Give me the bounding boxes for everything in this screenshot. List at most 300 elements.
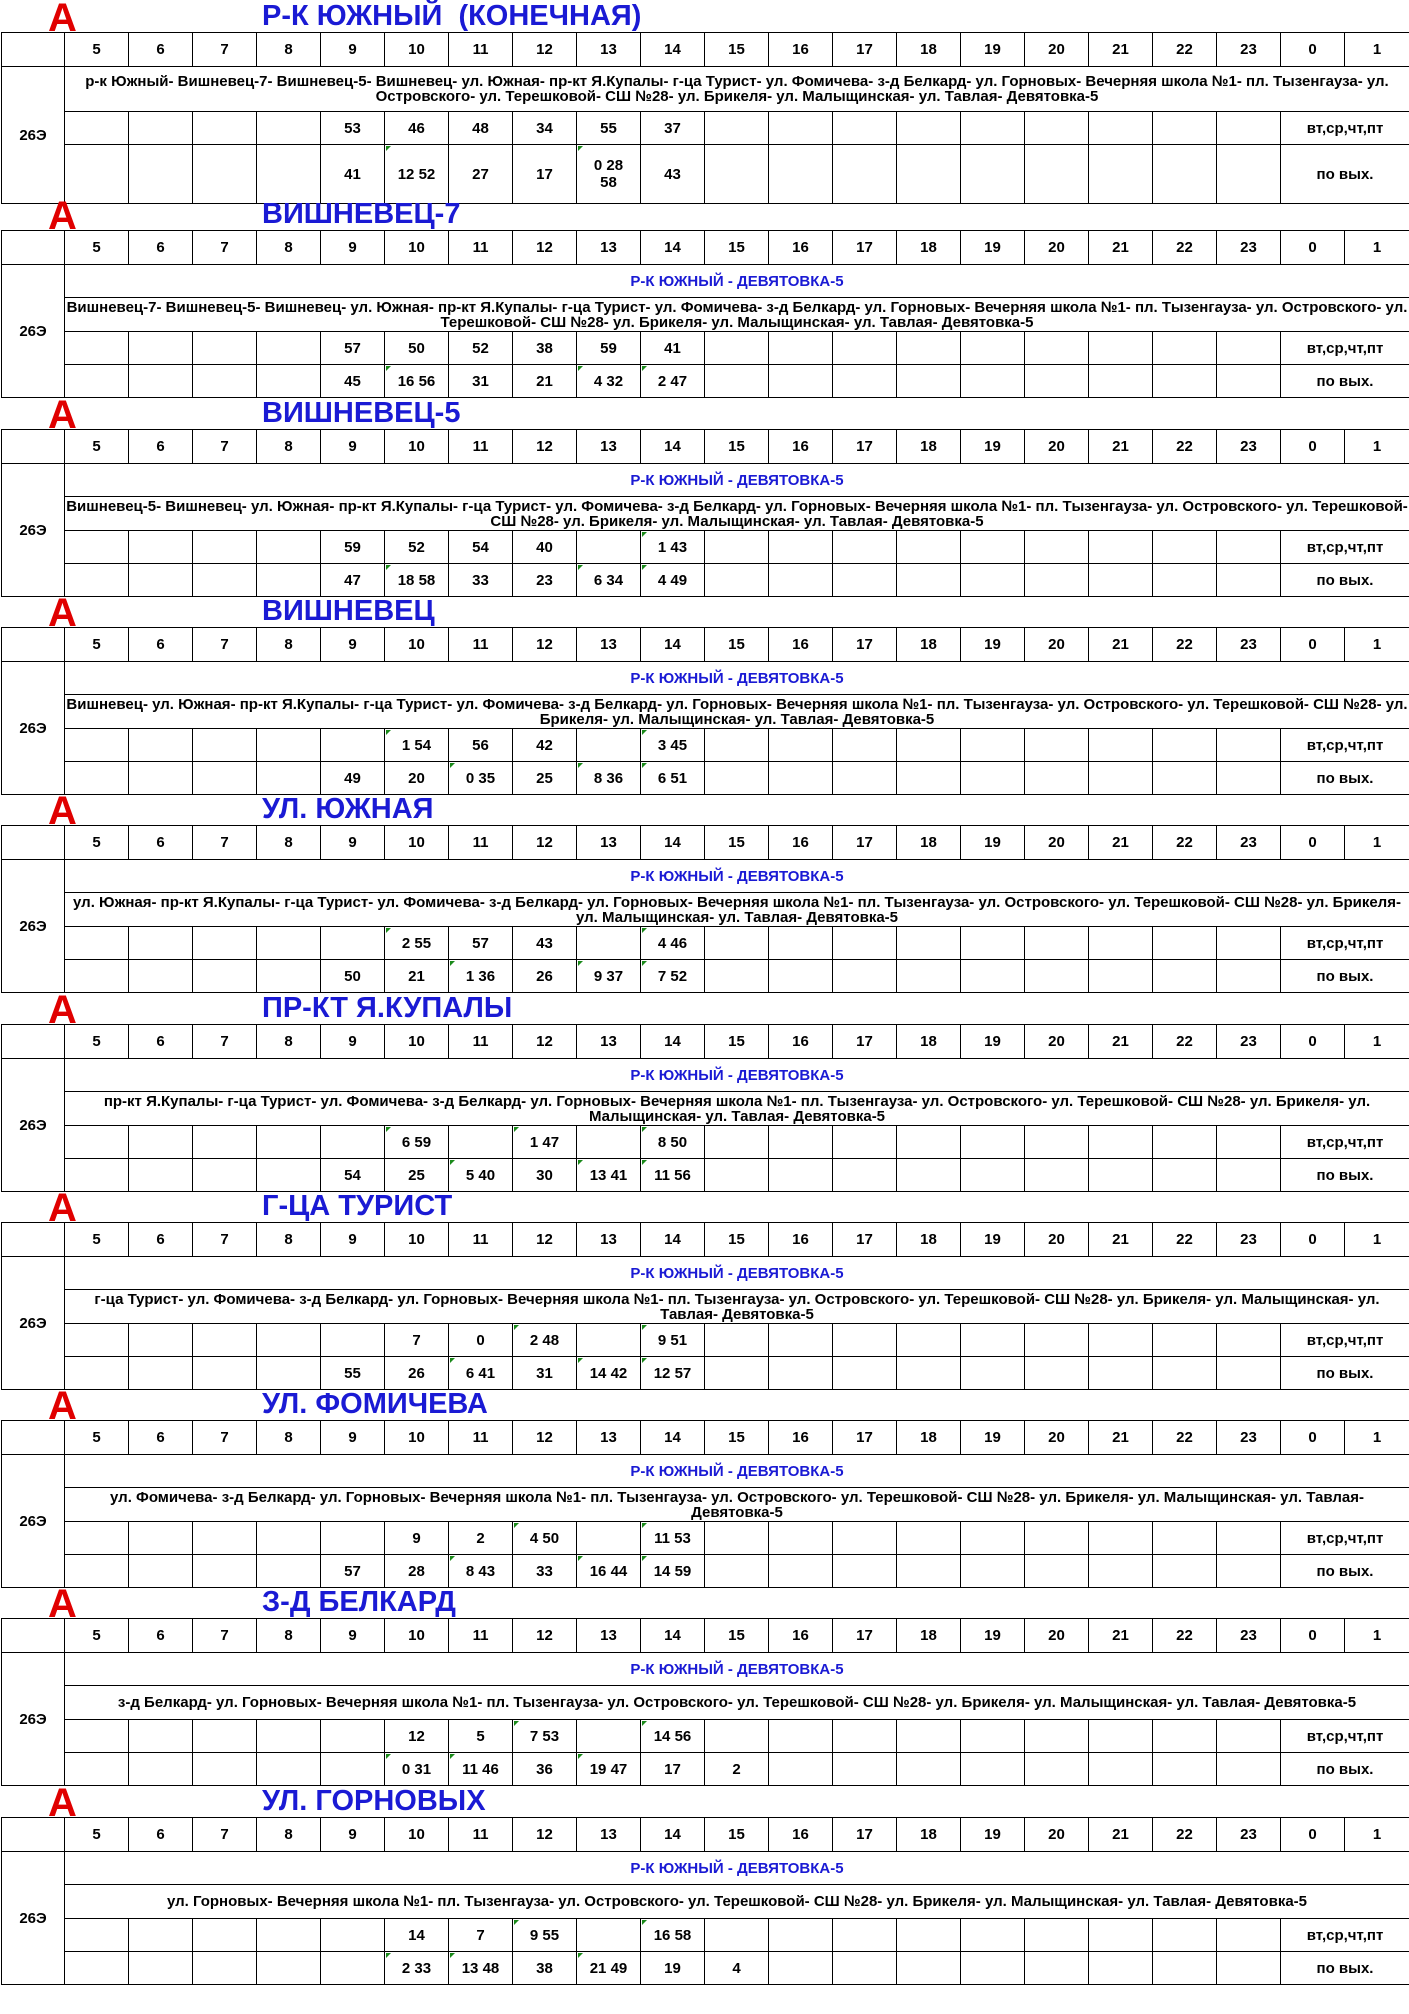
day-type-label: вт,ср,чт,пт [1281, 112, 1409, 145]
stop-name: Г-ЦА ТУРИСТ [262, 1190, 453, 1222]
stop-name: ВИШНЕВЕЦ-5 [262, 397, 461, 429]
departure-minutes-cell: 9 [385, 1522, 449, 1555]
departure-minutes-cell: 38 [513, 332, 577, 365]
route-number: 26Э [2, 860, 65, 993]
departure-minutes-cell [961, 145, 1025, 204]
departure-minutes-cell [897, 332, 961, 365]
departure-minutes-line: 58 [600, 174, 617, 191]
day-type-label: по вых. [1281, 1753, 1409, 1786]
departure-minutes-cell [257, 762, 321, 795]
departure-minutes-cell [1217, 729, 1281, 762]
departure-minutes-cell [897, 1919, 961, 1952]
departure-minutes-cell [1025, 1126, 1089, 1159]
departure-minutes-cell [1025, 960, 1089, 993]
departure-minutes-cell: 41 [321, 145, 385, 204]
hour-cell: 22 [1153, 1619, 1217, 1653]
departure-minutes-cell [577, 1324, 641, 1357]
departure-minutes-cell: 12 [385, 1720, 449, 1753]
hour-cell: 6 [129, 430, 193, 464]
hour-cell: 7 [193, 1818, 257, 1852]
departure-minutes-cell: 26 [513, 960, 577, 993]
weekend-times-row [2, 564, 1409, 597]
departure-minutes-cell [769, 1126, 833, 1159]
departure-minutes-cell [1217, 332, 1281, 365]
hour-cell: 13 [577, 1421, 641, 1455]
departure-minutes-cell [1153, 365, 1217, 398]
departure-minutes-cell [129, 112, 193, 145]
day-type-label: вт,ср,чт,пт [1281, 927, 1409, 960]
departure-minutes-cell [705, 112, 769, 145]
hour-cell: 23 [1217, 1025, 1281, 1059]
departure-minutes-cell [961, 531, 1025, 564]
hour-cell: 16 [769, 1025, 833, 1059]
hour-cell: 11 [449, 628, 513, 662]
departure-minutes-cell [1217, 1753, 1281, 1786]
departure-minutes-cell [193, 1357, 257, 1390]
departure-minutes-cell [1153, 927, 1217, 960]
direction-row [2, 464, 1409, 497]
departure-minutes-cell [1025, 1324, 1089, 1357]
hour-cell: 14 [641, 1619, 705, 1653]
departure-minutes-cell [833, 1555, 897, 1588]
hour-cell: 0 [1281, 231, 1345, 265]
hour-cell: 23 [1217, 1421, 1281, 1455]
hour-cell: 18 [897, 1025, 961, 1059]
departure-minutes-cell [257, 960, 321, 993]
departure-minutes-cell [705, 531, 769, 564]
hour-cell: 12 [513, 33, 577, 67]
hour-cell: 18 [897, 430, 961, 464]
departure-minutes-cell [65, 1324, 129, 1357]
hour-cell: 13 [577, 1619, 641, 1653]
hour-cell: 22 [1153, 1421, 1217, 1455]
departure-minutes-cell [769, 1919, 833, 1952]
departure-minutes-cell [193, 1126, 257, 1159]
departure-minutes-cell [1089, 1159, 1153, 1192]
departure-minutes-cell [1089, 1357, 1153, 1390]
departure-minutes-cell: 16 44 [577, 1555, 641, 1588]
hour-cell: 12 [513, 1421, 577, 1455]
departure-minutes-cell [961, 1159, 1025, 1192]
hour-cell: 7 [193, 1223, 257, 1257]
departure-minutes-cell [705, 729, 769, 762]
departure-minutes-cell [1217, 531, 1281, 564]
stop-name: ПР-КТ Я.КУПАЛЫ [262, 992, 513, 1024]
departure-minutes-cell [961, 1357, 1025, 1390]
hour-cell: 11 [449, 231, 513, 265]
departure-minutes-cell [321, 1324, 385, 1357]
hour-cell: 5 [65, 1421, 129, 1455]
hour-cell: 10 [385, 430, 449, 464]
departure-minutes-cell [833, 1126, 897, 1159]
hour-cell: 23 [1217, 1223, 1281, 1257]
departure-minutes-cell [257, 1720, 321, 1753]
weekday-times-row [2, 1919, 1409, 1952]
departure-minutes-cell: 17 [641, 1753, 705, 1786]
departure-minutes-cell: 40 [513, 531, 577, 564]
departure-minutes-cell [1025, 1357, 1089, 1390]
blank-corner-cell [2, 1421, 65, 1455]
departure-minutes-cell [833, 112, 897, 145]
departure-minutes-cell [257, 1159, 321, 1192]
hour-cell: 14 [641, 430, 705, 464]
day-type-label: по вых. [1281, 1555, 1409, 1588]
stop-header [0, 0, 1409, 40]
hour-cell: 18 [897, 628, 961, 662]
hour-cell: 15 [705, 826, 769, 860]
departure-minutes-cell [65, 1720, 129, 1753]
departure-minutes-cell: 31 [513, 1357, 577, 1390]
departure-minutes-cell [1153, 729, 1217, 762]
departure-minutes-cell [1089, 1126, 1153, 1159]
departure-minutes-cell: 13 41 [577, 1159, 641, 1192]
departure-minutes-cell [769, 960, 833, 993]
departure-minutes-cell [193, 1720, 257, 1753]
departure-minutes-cell [1089, 332, 1153, 365]
stop-header [0, 194, 1409, 238]
timetable-grid [1, 627, 1409, 795]
departure-minutes-cell: 42 [513, 729, 577, 762]
hour-cell: 13 [577, 628, 641, 662]
departure-minutes-cell [769, 1952, 833, 1985]
departure-minutes-cell [897, 1522, 961, 1555]
hour-cell: 20 [1025, 1421, 1089, 1455]
departure-minutes-cell [257, 1919, 321, 1952]
stop-marker-letter: А [48, 789, 77, 833]
blank-corner-cell [2, 33, 65, 67]
hour-cell: 8 [257, 33, 321, 67]
departure-minutes-cell: 2 55 [385, 927, 449, 960]
stop-name: УЛ. ГОРНОВЫХ [262, 1785, 486, 1817]
departure-minutes-cell: 21 [513, 365, 577, 398]
departure-minutes-cell [129, 1720, 193, 1753]
hour-cell: 23 [1217, 826, 1281, 860]
departure-minutes-cell [257, 1126, 321, 1159]
hour-cell: 13 [577, 430, 641, 464]
departure-minutes-cell [961, 1522, 1025, 1555]
departure-minutes-cell [129, 1126, 193, 1159]
departure-minutes-cell [577, 927, 641, 960]
blank-corner-cell [2, 1619, 65, 1653]
hour-cell: 1 [1345, 1421, 1409, 1455]
hour-cell: 14 [641, 1223, 705, 1257]
hour-cell: 21 [1089, 628, 1153, 662]
departure-minutes-cell [321, 1753, 385, 1786]
hour-cell: 6 [129, 826, 193, 860]
hour-cell: 17 [833, 231, 897, 265]
departure-minutes-cell [897, 365, 961, 398]
hour-cell: 18 [897, 1223, 961, 1257]
direction-title: Р-К ЮЖНЫЙ - ДЕВЯТОВКА-5 [65, 265, 1409, 298]
hour-cell: 20 [1025, 33, 1089, 67]
departure-minutes-cell [193, 1952, 257, 1985]
hour-cell: 19 [961, 826, 1025, 860]
route-path-text: ул. Горновых- Вечерняя школа №1- пл. Тызенгауза- ул. Островского- ул. Терешковой- СШ №28- ул. Брикеля- ул. Малыщинская- ул. Тавлая- Девятовка-5 [65, 1885, 1409, 1919]
departure-minutes-cell [897, 927, 961, 960]
departure-minutes-cell [193, 112, 257, 145]
departure-minutes-cell [833, 1720, 897, 1753]
departure-minutes-cell [193, 1522, 257, 1555]
hour-cell: 13 [577, 33, 641, 67]
departure-minutes-cell [1025, 1522, 1089, 1555]
hours-row [2, 33, 1409, 67]
departure-minutes-cell [833, 1753, 897, 1786]
direction-row [2, 1455, 1409, 1488]
hour-cell: 22 [1153, 1223, 1217, 1257]
blank-corner-cell [2, 1223, 65, 1257]
hour-cell: 19 [961, 1025, 1025, 1059]
departure-minutes-cell [1089, 564, 1153, 597]
hour-cell: 22 [1153, 33, 1217, 67]
hour-cell: 23 [1217, 33, 1281, 67]
timetable-grid [1, 230, 1409, 398]
hour-cell: 15 [705, 1818, 769, 1852]
departure-minutes-cell [1025, 112, 1089, 145]
hour-cell: 16 [769, 826, 833, 860]
departure-minutes-cell [769, 1159, 833, 1192]
departure-minutes-cell [705, 332, 769, 365]
hour-cell: 7 [193, 1025, 257, 1059]
hour-cell: 0 [1281, 1025, 1345, 1059]
departure-minutes-cell [1217, 1919, 1281, 1952]
hour-cell: 1 [1345, 1223, 1409, 1257]
departure-minutes-cell: 14 42 [577, 1357, 641, 1390]
timetable-grid [1, 1618, 1409, 1786]
departure-minutes-cell [1089, 927, 1153, 960]
departure-minutes-cell [1153, 145, 1217, 204]
hour-cell: 17 [833, 1421, 897, 1455]
hour-cell: 8 [257, 1025, 321, 1059]
departure-minutes-cell [193, 1555, 257, 1588]
departure-minutes-cell [1089, 145, 1153, 204]
hour-cell: 20 [1025, 1619, 1089, 1653]
departure-minutes-cell [961, 1126, 1025, 1159]
day-type-label: вт,ср,чт,пт [1281, 1522, 1409, 1555]
hour-cell: 18 [897, 826, 961, 860]
hour-cell: 19 [961, 430, 1025, 464]
hour-cell: 23 [1217, 231, 1281, 265]
direction-row [2, 860, 1409, 893]
departure-minutes-cell [1217, 1159, 1281, 1192]
hour-cell: 20 [1025, 826, 1089, 860]
hour-cell: 1 [1345, 33, 1409, 67]
departure-minutes-cell: 26 [385, 1357, 449, 1390]
departure-minutes-cell: 57 [321, 1555, 385, 1588]
stop-name: ВИШНЕВЕЦ [262, 595, 435, 627]
hour-cell: 0 [1281, 826, 1345, 860]
departure-minutes-cell [705, 762, 769, 795]
departure-minutes-cell [129, 564, 193, 597]
departure-minutes-cell [257, 112, 321, 145]
path-row [2, 298, 1409, 332]
departure-minutes-cell [897, 1720, 961, 1753]
hour-cell: 13 [577, 1818, 641, 1852]
departure-minutes-cell [193, 762, 257, 795]
hour-cell: 16 [769, 1223, 833, 1257]
direction-row [2, 1653, 1409, 1686]
day-type-label: вт,ср,чт,пт [1281, 531, 1409, 564]
departure-minutes-cell: 9 37 [577, 960, 641, 993]
hour-cell: 1 [1345, 231, 1409, 265]
departure-minutes-cell: 12 57 [641, 1357, 705, 1390]
departure-minutes-cell [257, 1324, 321, 1357]
departure-minutes-cell: 1 47 [513, 1126, 577, 1159]
stop-marker-letter: А [48, 1582, 77, 1626]
hour-cell: 19 [961, 1818, 1025, 1852]
hour-cell: 10 [385, 628, 449, 662]
departure-minutes-cell [193, 365, 257, 398]
timetable-grid [1, 825, 1409, 993]
departure-minutes-line: 0 28 [593, 157, 624, 174]
departure-minutes-cell [1217, 365, 1281, 398]
stop-marker-letter: А [48, 1384, 77, 1428]
departure-minutes-cell: 41 [641, 332, 705, 365]
path-row [2, 1885, 1409, 1919]
departure-minutes-cell [769, 1324, 833, 1357]
departure-minutes-cell [129, 1159, 193, 1192]
departure-minutes-cell: 18 58 [385, 564, 449, 597]
stop-marker-letter: А [48, 0, 77, 40]
stop-marker-letter: А [48, 194, 77, 238]
hour-cell: 14 [641, 231, 705, 265]
departure-minutes-cell [1025, 365, 1089, 398]
hour-cell: 8 [257, 826, 321, 860]
departure-minutes-cell [193, 1324, 257, 1357]
departure-minutes-cell: 8 43 [449, 1555, 513, 1588]
hour-cell: 0 [1281, 1421, 1345, 1455]
departure-minutes-cell [833, 762, 897, 795]
hour-cell: 1 [1345, 1619, 1409, 1653]
departure-minutes-cell [1217, 927, 1281, 960]
departure-minutes-cell [1217, 564, 1281, 597]
weekend-times-row [2, 762, 1409, 795]
departure-minutes-cell [257, 564, 321, 597]
departure-minutes-cell: 5 [449, 1720, 513, 1753]
departure-minutes-cell: 0 35 [449, 762, 513, 795]
day-type-label: вт,ср,чт,пт [1281, 332, 1409, 365]
hour-cell: 1 [1345, 1818, 1409, 1852]
hour-cell: 9 [321, 628, 385, 662]
hour-cell: 16 [769, 231, 833, 265]
departure-minutes-cell [833, 145, 897, 204]
departure-minutes-cell: 33 [513, 1555, 577, 1588]
direction-title: Р-К ЮЖНЫЙ - ДЕВЯТОВКА-5 [65, 860, 1409, 893]
departure-minutes-cell: 4 46 [641, 927, 705, 960]
departure-minutes-cell: 19 [641, 1952, 705, 1985]
departure-minutes-cell [193, 531, 257, 564]
stop-name: Р-К ЮЖНЫЙ (КОНЕЧНАЯ) [262, 0, 642, 32]
day-type-label: по вых. [1281, 145, 1409, 204]
departure-minutes-cell [769, 1720, 833, 1753]
departure-minutes-cell [897, 1324, 961, 1357]
departure-minutes-cell [1153, 1126, 1217, 1159]
hour-cell: 8 [257, 1223, 321, 1257]
path-row [2, 1290, 1409, 1324]
departure-minutes-cell [769, 762, 833, 795]
blank-corner-cell [2, 430, 65, 464]
hour-cell: 21 [1089, 231, 1153, 265]
hour-cell: 11 [449, 1619, 513, 1653]
hour-cell: 9 [321, 430, 385, 464]
direction-title: Р-К ЮЖНЫЙ - ДЕВЯТОВКА-5 [65, 464, 1409, 497]
departure-minutes-cell [321, 729, 385, 762]
departure-minutes-cell [833, 729, 897, 762]
hour-cell: 0 [1281, 1818, 1345, 1852]
hour-cell: 6 [129, 1025, 193, 1059]
departure-minutes-cell [705, 1324, 769, 1357]
departure-minutes-cell: 52 [449, 332, 513, 365]
departure-minutes-cell [897, 960, 961, 993]
departure-minutes-cell [1025, 927, 1089, 960]
departure-minutes-cell [833, 1324, 897, 1357]
hour-cell: 0 [1281, 628, 1345, 662]
departure-minutes-cell: 36 [513, 1753, 577, 1786]
departure-minutes-cell: 48 [449, 112, 513, 145]
hour-cell: 8 [257, 628, 321, 662]
departure-minutes-cell [769, 332, 833, 365]
departure-minutes-cell: 12 52 [385, 145, 449, 204]
stop-header [0, 1384, 1409, 1428]
hours-row [2, 430, 1409, 464]
departure-minutes-cell [577, 1522, 641, 1555]
departure-minutes-cell [1153, 1952, 1217, 1985]
route-path-text: ул. Фомичева- з-д Белкард- ул. Горновых- Вечерняя школа №1- пл. Тызенгауза- ул. Островского- ул. Терешковой- СШ №28- ул. Брикеля- ул. Малыщинская- ул. Тавлая- Девятовка-5 [65, 1488, 1409, 1522]
departure-minutes-cell [1025, 145, 1089, 204]
hour-cell: 8 [257, 430, 321, 464]
departure-minutes-cell [65, 1919, 129, 1952]
blank-corner-cell [2, 628, 65, 662]
departure-minutes-cell [449, 1126, 513, 1159]
departure-minutes-cell [1217, 1357, 1281, 1390]
hour-cell: 1 [1345, 628, 1409, 662]
departure-minutes-cell [833, 564, 897, 597]
stop-header [0, 1186, 1409, 1230]
weekday-times-row [2, 1522, 1409, 1555]
hour-cell: 15 [705, 430, 769, 464]
stop-header [0, 1582, 1409, 1626]
hour-cell: 14 [641, 1025, 705, 1059]
departure-minutes-cell: 37 [641, 112, 705, 145]
departure-minutes-cell [1025, 1952, 1089, 1985]
departure-minutes-cell [705, 365, 769, 398]
hour-cell: 5 [65, 1223, 129, 1257]
departure-minutes-cell [705, 1720, 769, 1753]
departure-minutes-cell [257, 531, 321, 564]
departure-minutes-cell [65, 112, 129, 145]
departure-minutes-cell [257, 1522, 321, 1555]
departure-minutes-cell [1089, 1555, 1153, 1588]
stop-marker-letter: А [48, 1781, 77, 1825]
hour-cell: 23 [1217, 430, 1281, 464]
departure-minutes-cell: 25 [385, 1159, 449, 1192]
route-path-text: Вишневец- ул. Южная- пр-кт Я.Купалы- г-ца Турист- ул. Фомичева- з-д Белкард- ул. Горновых- Вечерняя школа №1- пл. Тызенгауза- ул. Островского- ул. Терешковой- СШ №28- ул. Брикеля- ул. Малыщинская- ул. Тавлая- Девятовка-5 [66, 695, 1408, 728]
departure-minutes-cell [321, 1522, 385, 1555]
hour-cell: 22 [1153, 826, 1217, 860]
departure-minutes-cell [129, 1522, 193, 1555]
departure-minutes-cell: 17 [513, 145, 577, 204]
hour-cell: 9 [321, 33, 385, 67]
hour-cell: 6 [129, 1818, 193, 1852]
departure-minutes-cell [1025, 332, 1089, 365]
hour-cell: 5 [65, 1619, 129, 1653]
hour-cell: 12 [513, 231, 577, 265]
hour-cell: 9 [321, 1421, 385, 1455]
departure-minutes-cell [961, 927, 1025, 960]
hour-cell: 22 [1153, 231, 1217, 265]
weekday-times-row [2, 112, 1409, 145]
weekend-times-row [2, 365, 1409, 398]
day-type-label: по вых. [1281, 1952, 1409, 1985]
